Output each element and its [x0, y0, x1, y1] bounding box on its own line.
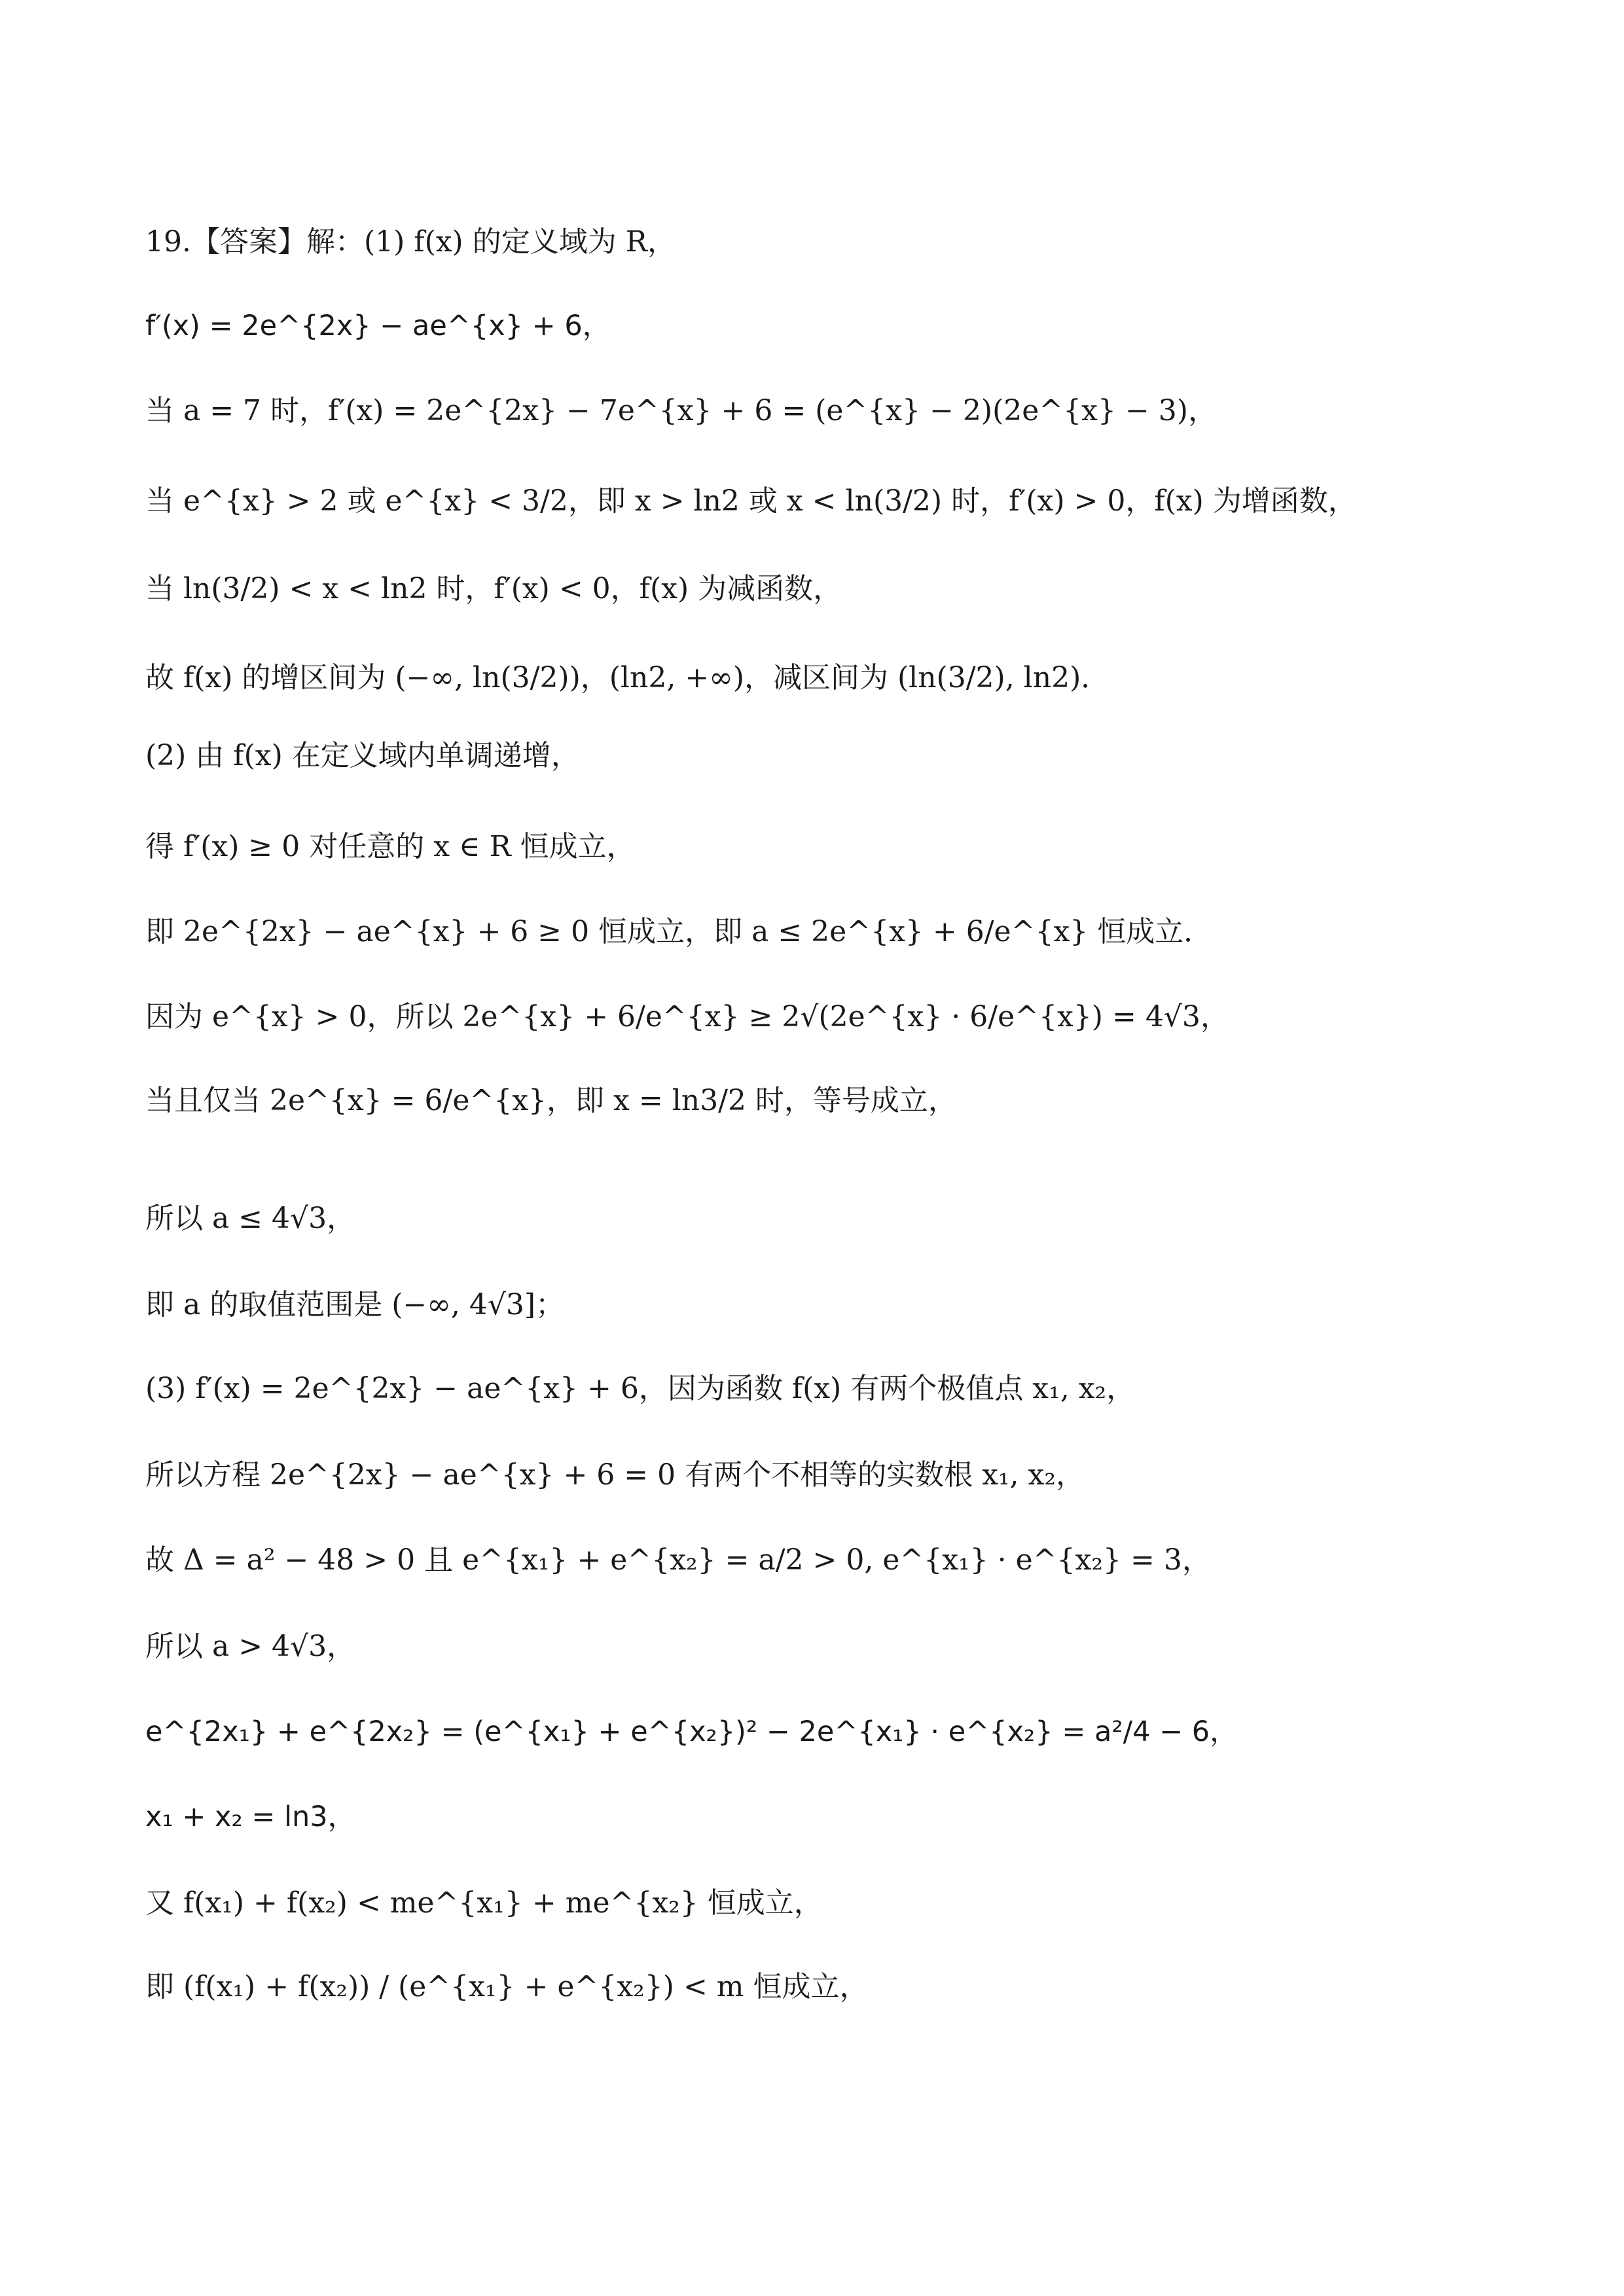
- part3-a-bound-line: 所以 a > 4√3，: [145, 1630, 356, 1663]
- part2-inequality-line: 即 2e^{2x} − ae^{x} + 6 ≥ 0 恒成立，即 a ≤ 2e^{x} + 6/e^{x} 恒成立．: [145, 915, 1213, 948]
- decreasing-condition-line: 当 ln(3/2) < x < ln2 时，f′(x) < 0，f(x) 为减函数，: [145, 572, 842, 605]
- part2-intro-line: (2) 由 f(x) 在定义域内单调递增，: [145, 739, 580, 772]
- case-a7-line: 当 a = 7 时，f′(x) = 2e^{2x} − 7e^{x} + 6 = (e^{x} − 2)(2e^{x} − 3)，: [145, 394, 1217, 427]
- part3-roots-line: 所以方程 2e^{2x} − ae^{x} + 6 = 0 有两个不相等的实数根 x₁, x₂，: [145, 1458, 1085, 1492]
- answer-header-line: 19.【答案】解：(1) f(x) 的定义域为 R，: [145, 225, 676, 259]
- a-range-line: 即 a 的取值范围是 (−∞, 4√3]；: [145, 1288, 565, 1321]
- discriminant-line: 故 Δ = a² − 48 > 0 且 e^{x₁} + e^{x₂} = a/2 > 0, e^{x₁} · e^{x₂} = 3，: [145, 1543, 1211, 1577]
- equality-condition-line: 当且仅当 2e^{x} = 6/e^{x}，即 x = ln3/2 时，等号成立，: [145, 1084, 957, 1117]
- inequality-m-line: 又 f(x₁) + f(x₂) < me^{x₁} + me^{x₂} 恒成立，: [145, 1886, 823, 1920]
- part2-condition-line: 得 f′(x) ≥ 0 对任意的 x ∈ R 恒成立，: [145, 830, 636, 863]
- a-bound-line: 所以 a ≤ 4√3，: [145, 1202, 356, 1235]
- am-gm-line: 因为 e^{x} > 0，所以 2e^{x} + 6/e^{x} ≥ 2√(2e^{x} · 6/e^{x}) = 4√3，: [145, 1000, 1229, 1033]
- increasing-condition-line: 当 e^{x} > 2 或 e^{x} < 3/2，即 x > ln2 或 x < ln(3/2) 时，f′(x) > 0，f(x) 为增函数，: [145, 484, 1357, 518]
- intervals-line: 故 f(x) 的增区间为 (−∞, ln(3/2))，(ln2, +∞)，减区间为 (ln(3/2), ln2)．: [145, 661, 1110, 694]
- sum-of-roots-line: x₁ + x₂ = ln3，: [145, 1801, 356, 1833]
- part3-intro-line: (3) f′(x) = 2e^{2x} − ae^{x} + 6，因为函数 f(x) 有两个极值点 x₁, x₂，: [145, 1372, 1136, 1405]
- sum-of-squares-line: e^{2x₁} + e^{2x₂} = (e^{x₁} + e^{x₂})² − 2e^{x₁} · e^{x₂} = a²/4 − 6，: [145, 1715, 1238, 1748]
- ratio-m-line: 即 (f(x₁) + f(x₂)) / (e^{x₁} + e^{x₂}) < m 恒成立，: [145, 1970, 869, 2003]
- derivative-line: f′(x) = 2e^{2x} − ae^{x} + 6，: [145, 310, 611, 342]
